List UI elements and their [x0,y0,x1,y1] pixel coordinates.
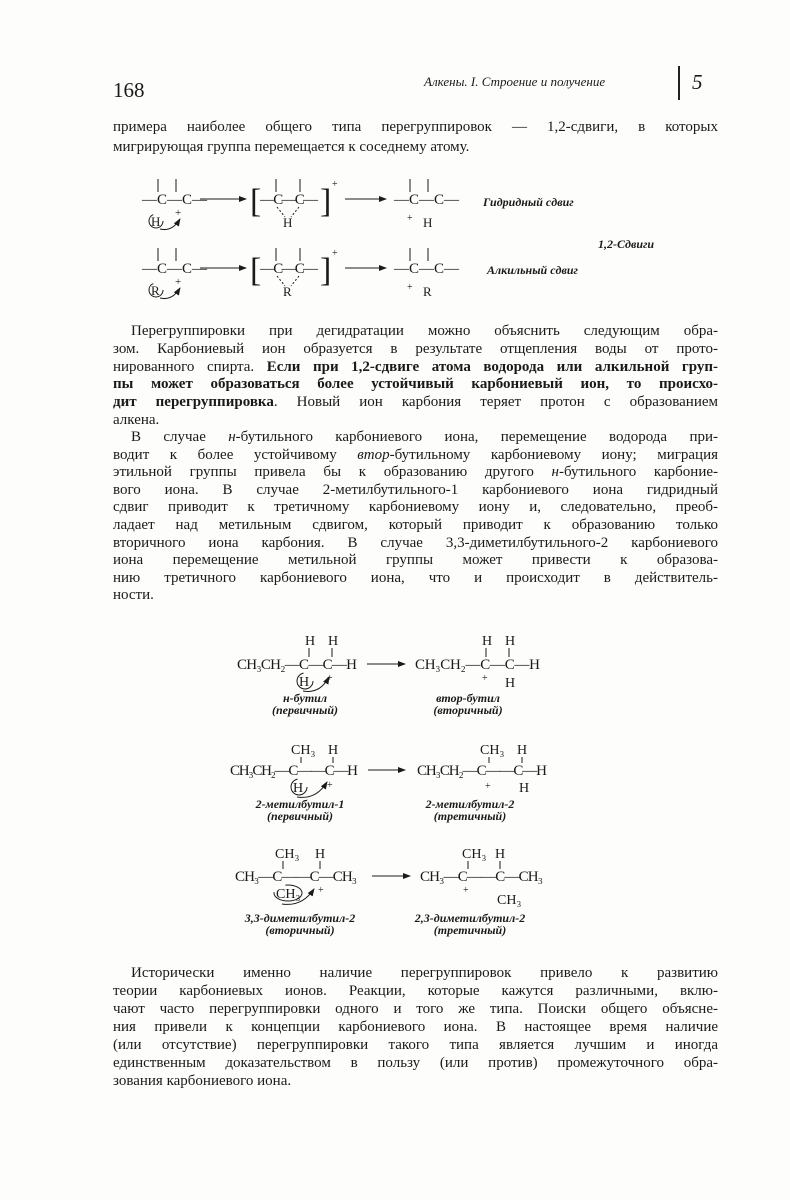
bridging-hydrogen: H [283,215,293,230]
carbon-chain: —C—C— [142,261,208,277]
left-name: 3,3-диметилбутил-2 [244,911,356,925]
bold-text: Если при 1,2-сдвиге атома водорода или алкильной груп- [266,358,718,375]
text-segment: единственным доказательством в пользу (или против) промежуточного обра- [113,1055,718,1071]
left-structure: CH₃CH₂—C—C—H [237,657,357,673]
charge-plus: + [332,248,338,259]
carbon-chain: —C—C— [394,261,460,277]
text-segment: мигрирующая группа перемещается к соседнему атому. [113,138,470,155]
charge-plus: + [318,885,324,896]
bold-text: дит перегруппировка [113,394,274,411]
carbon-chain: —C—C— [260,261,318,277]
text-segment: этильной группы привела бы к образованию другого [113,464,552,481]
text-segment: (или отсутствие) перегруппировки такого типа является лучшим и иногда [113,1037,718,1053]
bridged-intermediate [250,179,338,230]
shifted-alkyl: R [423,284,432,299]
left-name: 2-метилбутил-1 [255,797,345,811]
hydride-shift-label: Гидридный сдвиг [483,195,574,209]
substituent: H [305,634,316,649]
text-segment: алкена. [113,412,160,428]
alkyl-shift-label: Алкильный сдвиг [487,263,578,277]
bracket-close: ] [320,252,332,289]
substituent: H [482,634,493,649]
text-segment: В случае [131,429,229,445]
carbon-chain: —C—C— [260,192,318,208]
curved-arrow-icon [160,288,180,299]
substituent: CH₃ [291,743,316,758]
charge-plus: + [407,282,413,293]
text-segment: нию третичного карбониевого иона, что и происходит в действитель- [113,569,718,586]
shift-group-label: 1,2-Сдвиги [598,237,655,251]
right-class: (третичный) [433,809,507,823]
right-structure: CH₃CH₂—C—C—H [415,657,540,673]
text-segment: Перегруппировки при дегидратации можно объяснить следующим обра- [131,323,718,339]
rearrangement-row [235,847,543,937]
shifted-group: H [519,781,530,796]
substituent: H [315,847,326,862]
charge-plus: + [175,276,182,288]
right-name: втор-бутил [436,691,500,705]
rearrangement-row [237,634,540,717]
text-segment: ности. [113,587,154,604]
left-class: (первичный) [267,809,333,823]
substituent: H [505,634,516,649]
italic-text: н [551,464,559,481]
right-class: (третичный) [433,923,507,937]
shifted-group: H [505,676,516,691]
carbon-chain: —C—C— [142,192,208,208]
text-segment: ладает над метильным сдвигом, который приводит к образованию только [113,517,718,533]
migrating-group: H [293,781,304,796]
migrating-hydrogen: H [151,214,161,229]
bold-text: пы может образоваться более устойчивый карбониевый ион, то происхо- [113,376,718,393]
substituent: CH₃ [275,847,300,862]
charge-plus: + [485,781,491,792]
text-segment: нированного спирта. [113,358,267,375]
running-head: Алкены. I. Строение и получение [424,74,606,89]
text-segment: -бутильному карбониевому иону; миграция [389,446,718,463]
left-structure: CH₃—C——C—CH₃ [235,869,357,885]
right-class: (вторичный) [433,703,503,717]
left-structure: CH₃CH₂—C——C—H [230,763,358,779]
substituent: H [495,847,506,862]
right-structure: CH₃CH₂—C——C—H [417,763,547,779]
text-segment: зования карбониевого иона. [113,1073,292,1089]
italic-text: н [228,429,236,445]
left-name: н-бутил [283,691,327,705]
rearrangement-examples [230,634,547,937]
rearrangement-row [230,743,547,823]
shifted-hydrogen: H [423,215,433,230]
text-segment: примера наиболее общего типа перегруппировок — 1,2-сдвиги, в которых [113,119,718,135]
migrating-group: CH₃ [276,887,301,902]
text-segment: вторичного иона карбония. В случае 3,3-диметилбутильного-2 карбониевого [113,534,718,551]
text-segment: иона перемещение метильной группы может привести к образова- [113,552,718,569]
substituent: CH₃ [462,847,487,862]
shift-reactant [141,179,208,230]
left-class: (первичный) [272,703,338,717]
bridging-alkyl: R [283,284,292,299]
text-segment: . Новый ион карбония теряет протон с образованием [273,394,718,411]
charge-plus: + [175,207,182,219]
bracket-close: ] [320,183,332,220]
carbon-chain: —C—C— [394,192,460,208]
text-segment: сдвиг приводит к третичному карбониевому иону и, следовательно, преоб- [113,499,718,516]
substituent: H [517,743,528,758]
text-segment: зом. Карбониевый ион образуется в результате отщепления воды от прото- [113,340,718,357]
substituent: CH₃ [480,743,505,758]
text-segment: -бутильного карбоние- [558,464,718,481]
left-class: (вторичный) [265,923,335,937]
alkyl-shift-scheme [141,248,579,299]
text-segment: -бутильного карбониевого иона, перемещение водорода при- [235,429,718,445]
right-name: 2,3-диметилбутил-2 [414,911,526,925]
shift-product [393,179,460,230]
curved-arrow-icon [160,219,180,230]
italic-text: втор [357,446,390,463]
bracket-open: [ [250,183,262,220]
chapter-number: 5 [692,70,703,94]
migrating-group: H [299,675,310,690]
charge-plus: + [327,673,333,684]
shifted-group: CH₃ [497,893,522,908]
text-segment: теории карбониевых ионов. Реакции, которые кажутся различными, вклю- [113,983,718,999]
right-name: 2-метилбутил-2 [425,797,515,811]
charge-plus: + [463,885,469,896]
text-segment: вого иона. В случае 2-метилбутильного-1 карбониевого иона гидридный [113,481,718,498]
substituent: H [328,743,339,758]
text-segment: чают часто перегруппировки одного и того же типа. Поиски общего объясне- [113,1001,718,1017]
bracket-open: [ [250,252,262,289]
charge-plus: + [482,673,488,684]
substituent: H [328,634,339,649]
charge-plus: + [332,179,338,190]
text-segment: ния привели к концепции карбониевого иона. В настоящее время наличие [113,1019,718,1035]
charge-plus: + [407,213,413,224]
text-segment: Исторически именно наличие перегруппировок привело к развитию [131,965,718,981]
page-number: 168 [113,78,145,102]
right-structure: CH₃—C——C—CH₃ [420,869,543,885]
text-segment: водит к более устойчивому [113,446,358,463]
hydride-shift-scheme [141,179,574,230]
migrating-alkyl: R [151,283,160,298]
charge-plus: + [327,780,333,791]
